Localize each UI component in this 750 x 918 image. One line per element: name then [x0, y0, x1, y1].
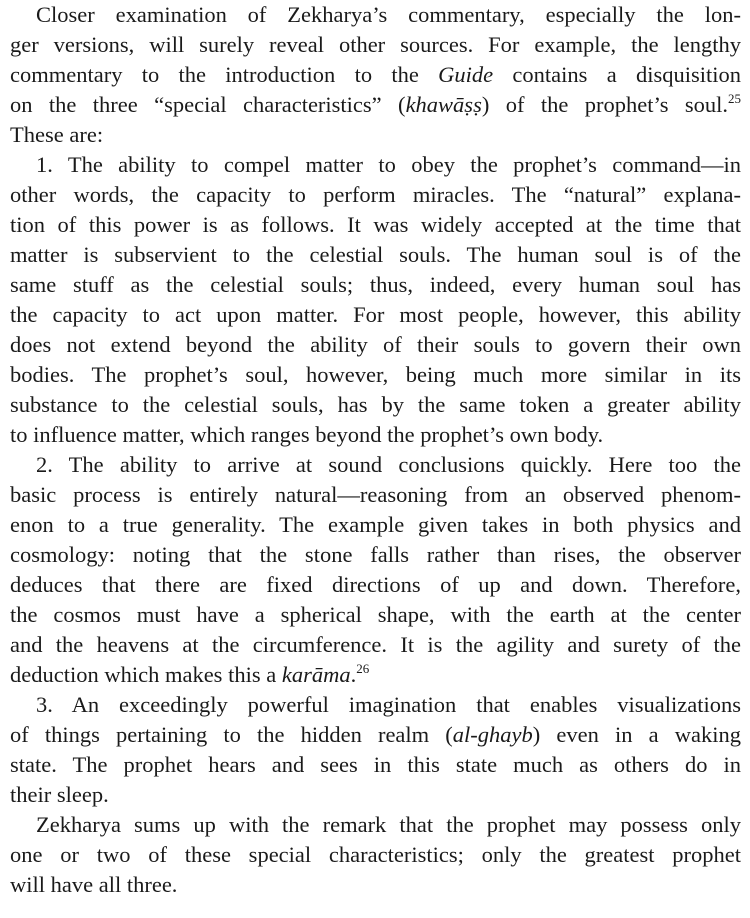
text-line: enon to a true generality. The example given takes in both physics and: [10, 512, 741, 537]
text-line: 2. The ability to arrive at sound conclusions quickly. Here too the: [36, 452, 741, 477]
text-line: Closer examination of Zekharya’s commentary, especially the lon-: [36, 2, 741, 27]
text-line: state. The prophet hears and sees in this state much as others do in: [10, 752, 741, 777]
text-line: matter is subservient to the celestial souls. The human soul is of the: [10, 242, 741, 267]
text-line: one or two of these special characteristics; only the greatest prophet: [10, 842, 741, 867]
text-line: cosmology: noting that the stone falls rather than rises, the observer: [10, 542, 741, 567]
text-line: to influence matter, which ranges beyond the prophet’s own body.: [10, 422, 604, 447]
text-line: the capacity to act upon matter. For most people, however, this ability: [10, 302, 741, 327]
text-line: tion of this power is as follows. It was widely accepted at the time that: [10, 212, 741, 237]
text-line: the cosmos must have a spherical shape, with the earth at the center: [10, 602, 741, 627]
text-line: on the three “special characteristics” (khawāṣṣ) of the prophet’s soul.$^{25}$: [10, 91, 742, 117]
text-line: same stuff as the celestial souls; thus, indeed, every human soul has: [10, 272, 741, 297]
text-line: will have all three.: [10, 872, 178, 897]
text-line: basic process is entirely natural—reasoning from an observed phenom-: [10, 482, 741, 507]
footnote-marker: 26: [356, 661, 370, 676]
text-line: their sleep.: [10, 782, 109, 807]
text-line: Zekharya sums up with the remark that the prophet may possess only: [36, 812, 741, 837]
text-line: and the heavens at the circumference. It is the agility and surety of the: [10, 632, 741, 657]
text-line: of things pertaining to the hidden realm (al-ghayb) even in a waking: [10, 722, 741, 747]
text-line: other words, the capacity to perform miracles. The “natural” explana-: [10, 182, 741, 207]
text-line: does not extend beyond the ability of their souls to govern their own: [10, 332, 741, 357]
text-line: deduction which makes this a karāma.$^{26}$: [10, 661, 370, 687]
text-line: 3. An exceedingly powerful imagination that enables visualizations: [36, 692, 741, 717]
text-line: bodies. The prophet’s soul, however, being much more similar in its: [10, 362, 741, 387]
text-line: substance to the celestial souls, has by the same token a greater ability: [10, 392, 741, 417]
text-line: ger versions, will surely reveal other sources. For example, the lengthy: [10, 32, 741, 57]
text-line: 1. The ability to compel matter to obey the prophet’s command—in: [36, 152, 741, 177]
text-line: commentary to the introduction to the Guide contains a disquisition: [10, 62, 741, 87]
text-line: deduces that there are fixed directions of up and down. Therefore,: [10, 572, 741, 597]
text-line: These are:: [10, 122, 104, 147]
footnote-marker: 25: [728, 91, 742, 106]
